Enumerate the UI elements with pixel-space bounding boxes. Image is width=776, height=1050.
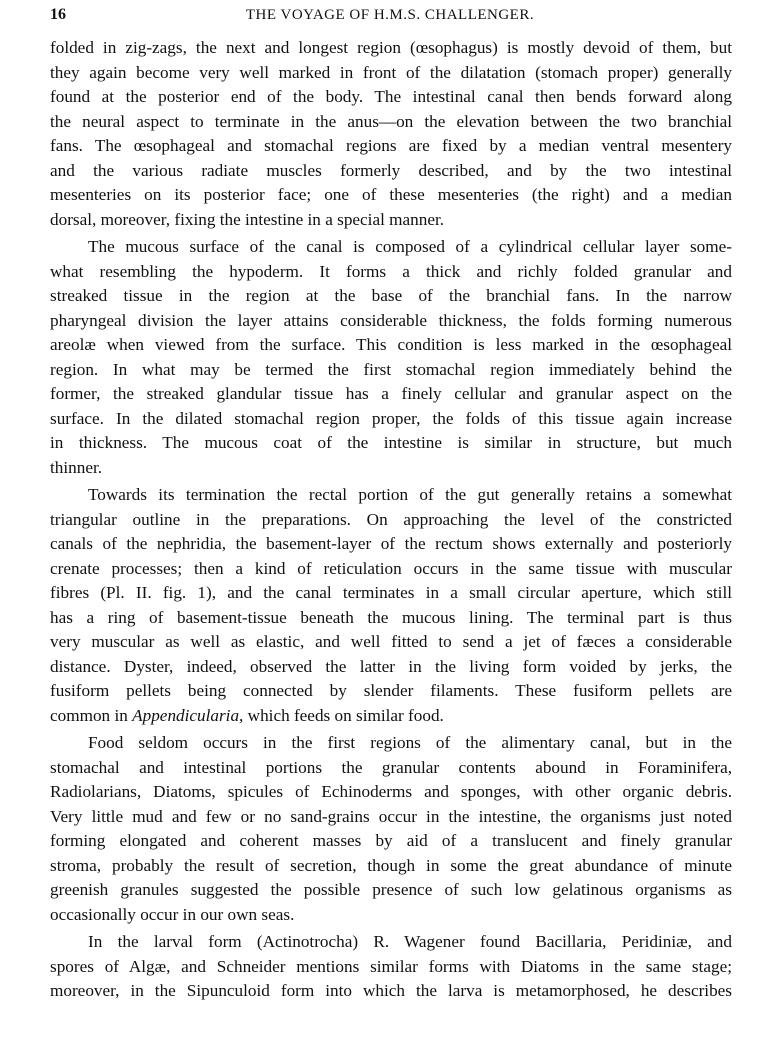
text-line: triangular outline in the preparations. On approaching the level of the constricted	[50, 509, 732, 529]
text-line: the neural aspect to terminate in the anus—on the elevation between the two branchial	[50, 111, 732, 131]
text-line: surface. In the dilated stomachal region proper, the folds of this tissue again increase	[50, 408, 732, 428]
text-line: Towards its termination the rectal portion of the gut generally retains a somewhat	[88, 485, 732, 504]
text-segment: common in	[50, 705, 133, 725]
text-line: what resembling the hypoderm. It forms a thick and richly folded granular and	[50, 261, 732, 281]
text-line: canals of the nephridia, the basement-layer of the rectum shows externally and posteriorly	[50, 534, 732, 553]
page-number: 16	[50, 6, 66, 23]
text-line: moreover, in the Sipunculoid form into which the larva is metamorphosed, he describes	[50, 981, 732, 1000]
paragraph	[50, 36, 732, 232]
paragraph	[50, 483, 732, 728]
italic-term: Appendicularia,	[132, 705, 244, 725]
text-segment: which feeds on similar food.	[243, 705, 444, 725]
text-line: The mucous surface of the canal is composed of a cylindrical cellular layer some-	[88, 237, 732, 256]
text-line: fusiform pellets being connected by slender filaments. These fusiform pellets are	[50, 681, 732, 700]
text-line: distance. Dyster, indeed, observed the latter in the living form voided by jerks, the	[50, 656, 732, 676]
text-line: forming elongated and coherent masses by aid of a translucent and finely granular	[50, 831, 732, 850]
text-line: pharyngeal division the layer attains considerable thickness, the folds forming numerous	[50, 310, 732, 330]
text-line: and the various radiate muscles formerly described, and by the two intestinal	[50, 160, 732, 180]
text-line: Very little mud and few or no sand-grains occur in the intestine, the organisms just noted	[50, 806, 732, 826]
paragraph	[50, 731, 732, 927]
text-line: In the larval form (Actinotrocha) R. Wagener found Bacillaria, Peridiniæ, and	[88, 932, 732, 951]
text-line: very muscular as well as elastic, and well fitted to send a jet of fæces a considerable	[50, 632, 732, 651]
text-line: they again become very well marked in front of the dilatation (stomach proper) generally	[50, 62, 732, 82]
text-line: greenish granules suggested the possible presence of such low gelatinous organisms as	[50, 880, 732, 899]
text-line: spores of Algæ, and Schneider mentions similar forms with Diatoms in the same stage;	[50, 956, 732, 976]
text-line: in thickness. The mucous coat of the intestine is similar in structure, but much	[50, 433, 732, 452]
text-line: Radiolarians, Diatoms, spicules of Echinoderms and sponges, with other organic debris.	[50, 782, 732, 801]
text-line: Food seldom occurs in the first regions of the alimentary canal, but in the	[88, 733, 732, 752]
text-line: thinner.	[50, 457, 103, 477]
body-text	[50, 33, 732, 1004]
text-line: occasionally occur in our own seas.	[50, 904, 295, 924]
text-line: stomachal and intestinal portions the granular contents abound in Foraminifera,	[50, 757, 732, 777]
text-line: fans. The œsophageal and stomachal regions are fixed by a median ventral mesentery	[50, 136, 732, 155]
text-line: region. In what may be termed the first stomachal region immediately behind the	[50, 359, 732, 379]
text-line: stroma, probably the result of secretion, though in some the great abundance of minute	[50, 855, 732, 875]
paragraph	[50, 930, 732, 1004]
text-line: found at the posterior end of the body. The intestinal canal then bends forward along	[50, 87, 732, 106]
text-line: streaked tissue in the region at the base of the branchial fans. In the narrow	[50, 286, 732, 305]
text-line: has a ring of basement-tissue beneath the mucous lining. The terminal part is thus	[50, 607, 732, 627]
text-line: areolæ when viewed from the surface. This condition is less marked in the œsophageal	[50, 335, 732, 354]
text-line: folded in zig-zags, the next and longest region (œsophagus) is mostly devoid of them, but	[50, 38, 732, 57]
text-line: mesenteries on its posterior face; one of these mesenteries (the right) and a median	[50, 185, 732, 204]
text-line	[50, 704, 732, 729]
text-line: dorsal, moreover, fixing the intestine in a special manner.	[50, 209, 445, 229]
paragraph	[50, 235, 732, 480]
running-title: THE VOYAGE OF H.M.S. CHALLENGER.	[245, 7, 535, 23]
running-header	[50, 6, 730, 32]
text-line: crenate processes; then a kind of reticulation occurs in the same tissue with muscular	[50, 558, 732, 578]
text-line: fibres (Pl. II. fig. 1), and the canal terminates in a small circular aperture, which still	[50, 583, 732, 602]
text-line: former, the streaked glandular tissue has a finely cellular and granular aspect on the	[50, 384, 732, 403]
